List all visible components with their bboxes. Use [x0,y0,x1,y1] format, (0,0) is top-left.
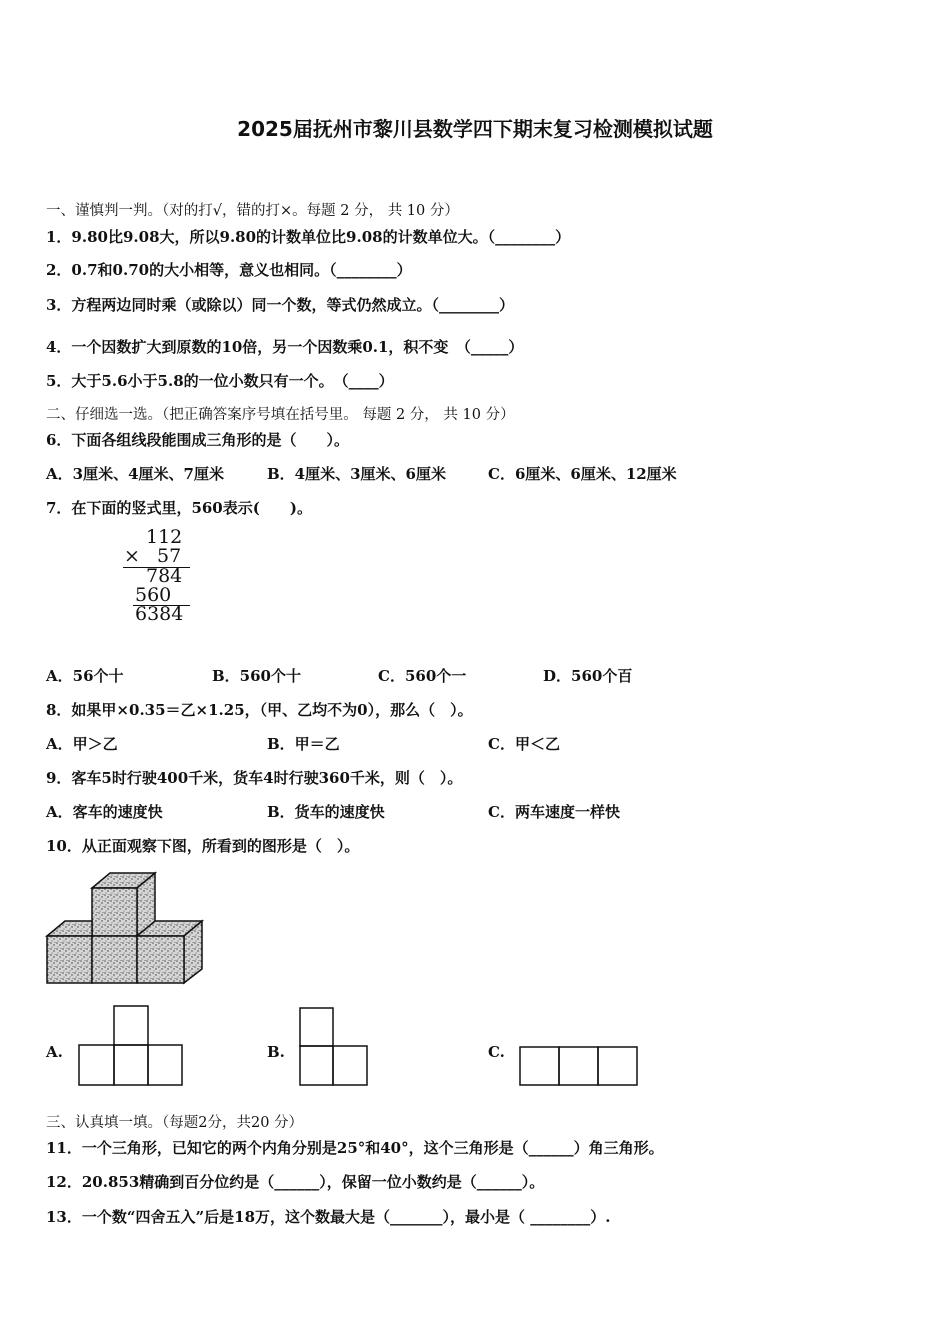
calc-partial-1: 784 [146,565,183,587]
q10-option-a: A. [46,1043,63,1061]
question-2: 2．0.7和0.70的大小相等，意义也相同。（________） [46,261,412,279]
question-1: 1．9.80比9.08大，所以9.80的计数单位比9.08的计数单位大。（________） [46,228,571,246]
question-11: 11．一个三角形，已知它的两个内角分别是25°和40°，这个三角形是（______）角三角形。 [46,1139,664,1157]
q10-option-b-figure [299,1007,369,1087]
cube-figure [44,870,214,988]
q10-option-c: C. [488,1043,505,1061]
q7-option-b: B．560个十 [212,667,301,685]
calc-result: 6384 [135,603,184,625]
q9-option-c: C．两车速度一样快 [488,803,620,821]
question-13: 13．一个数“四舍五入”后是18万，这个数最大是（_______），最小是（ ________）. [46,1208,611,1226]
question-9: 9．客车5时行驶400千米，货车4时行驶360千米，则（ ）。 [46,769,463,787]
section-1-heading: 一、谨慎判一判。（对的打√，错的打×。每题 2 分， 共 10 分） [46,203,459,219]
question-3: 3．方程两边同时乘（或除以）同一个数，等式仍然成立。（________） [46,296,514,314]
q8-option-a: A．甲＞乙 [46,735,118,753]
calc-multiplicand: 112 [146,526,183,548]
question-10: 10．从正面观察下图，所看到的图形是（ ）。 [46,837,360,855]
q9-option-b: B．货车的速度快 [267,803,385,821]
q10-option-b: B. [267,1043,285,1061]
q8-option-b: B．甲＝乙 [267,735,340,753]
section-3-heading: 三、认真填一填。（每题2分，共20 分） [46,1115,304,1131]
calc-multiplier: 57 [157,545,182,567]
question-5: 5．大于5.6小于5.8的一位小数只有一个。 （____） [46,372,394,390]
q7-option-d: D．560个百 [543,667,633,685]
q8-option-c: C．甲＜乙 [488,735,560,753]
q6-option-a: A．3厘米、4厘米、7厘米 [46,465,224,483]
question-6: 6．下面各组线段能围成三角形的是（ ）。 [46,431,349,449]
calc-partial-2: 560 [135,584,172,606]
q7-option-a: A．56个十 [46,667,124,685]
calc-times-sign: × [124,545,140,567]
question-7: 7．在下面的竖式里，560表示( )。 [46,499,312,517]
q9-option-a: A．客车的速度快 [46,803,163,821]
q6-option-c: C．6厘米、6厘米、12厘米 [488,465,677,483]
section-2-heading: 二、仔细选一选。（把正确答案序号填在括号里。 每题 2 分， 共 10 分） [46,407,515,423]
q7-option-c: C．560个一 [378,667,467,685]
page-title: 2025届抚州市黎川县数学四下期末复习检测模拟试题 [237,117,713,141]
question-8: 8．如果甲×0.35＝乙×1.25，（甲、乙均不为0），那么（ ）。 [46,701,473,719]
question-12: 12．20.853精确到百分位约是（______），保留一位小数约是（______）。 [46,1173,545,1191]
q6-option-b: B．4厘米、3厘米、6厘米 [267,465,446,483]
question-4: 4．一个因数扩大到原数的10倍，另一个因数乘0.1，积不变 （_____） [46,338,524,356]
q10-option-a-figure [78,1005,184,1087]
q10-option-c-figure [519,1046,639,1087]
